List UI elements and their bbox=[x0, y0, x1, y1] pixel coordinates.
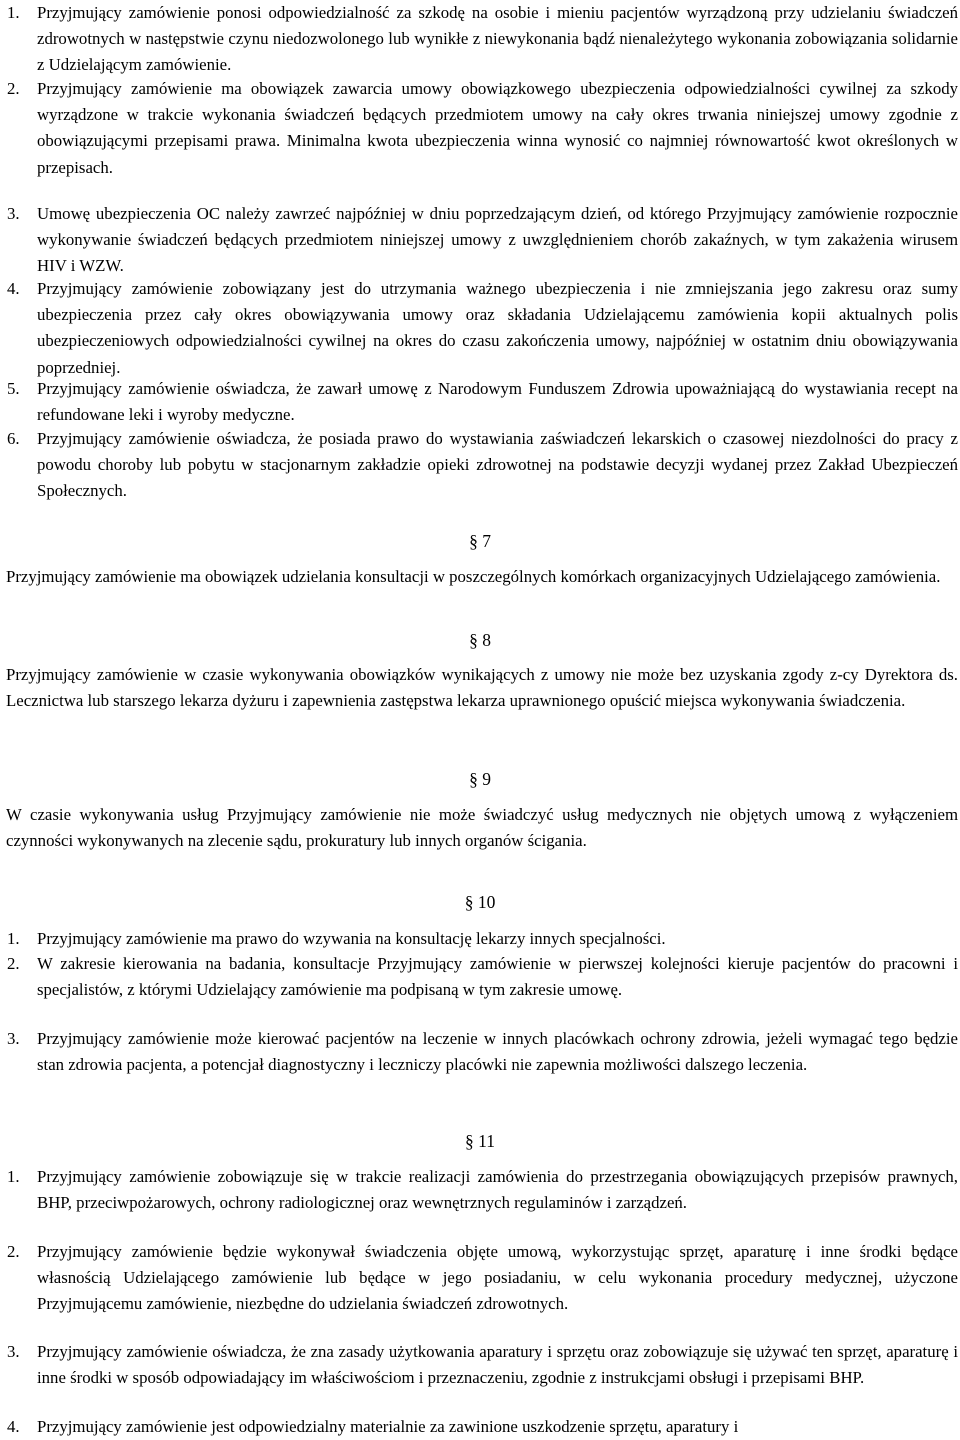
paragraph: Przyjmujący zamówienie w czasie wykonywania obowiązków wynikających z umowy nie może bez uzyskania zgody z-cy Dyrektora ds. Lecznictwa lub starszego lekarza dyżuru i zapewnienia zastępstwa lekarza uprawnionego opuścić miejsca wykonywania świadczenia. bbox=[6, 665, 958, 711]
list-item bbox=[0, 426, 958, 505]
item-number: 1. bbox=[7, 929, 20, 948]
list-item bbox=[0, 1414, 958, 1440]
section-heading: § 9 bbox=[469, 769, 491, 789]
item-number: 1. bbox=[7, 3, 20, 22]
item-text: Umowę ubezpieczenia OC należy zawrzeć najpóźniej w dniu poprzedzającym dzień, od którego Przyjmujący zamówienie rozpocznie wykonywanie świadczeń będących przedmiotem niniejszej umowy z uwzględnieniem chorób zakaźnych, w tym zakażenia wirusem HIV i WZW. bbox=[37, 204, 958, 276]
item-number: 2. bbox=[7, 1242, 20, 1261]
item-text: Przyjmujący zamówienie oświadcza, że posiada prawo do wystawiania zaświadczeń lekarskich o czasowej niezdolności do pracy z powodu choroby lub pobytu w stacjonarnym zakładzie opieki zdrowotnej na podstawie decyzji wydanej przez Zakład Ubezpieczeń Społecznych. bbox=[37, 429, 958, 501]
item-number: 5. bbox=[7, 379, 20, 398]
list-item bbox=[0, 1339, 958, 1391]
item-text: Przyjmujący zamówienie będzie wykonywał świadczenia objęte umową, wykorzystując sprzęt, aparaturę i inne środki będące własnością Udzielającego zamówienie lub będące w jego posiadaniu, w celu wykonania procedury medycznej, użyczone Przyjmującemu zamówienie, niezbędne do udzielania świadczeń zdrowotnych. bbox=[37, 1242, 958, 1314]
item-text: W zakresie kierowania na badania, konsultacje Przyjmujący zamówienie w pierwszej kolejności kieruje pacjentów do pracowni i specjalistów, z którymi Udzielający zamówienie ma podpisaną w tym zakresie umowę. bbox=[37, 954, 958, 1000]
list-item bbox=[0, 1164, 958, 1216]
item-number: 4. bbox=[7, 279, 20, 298]
paragraph: Przyjmujący zamówienie ma obowiązek udzielania konsultacji w poszczególnych komórkach organizacyjnych Udzielającego zamówienia. bbox=[6, 567, 941, 586]
section-heading: § 8 bbox=[469, 630, 491, 650]
item-number: 3. bbox=[7, 1342, 20, 1361]
list-item bbox=[0, 376, 958, 428]
section-heading: § 7 bbox=[469, 531, 491, 551]
item-number: 6. bbox=[7, 429, 20, 448]
item-text: Przyjmujący zamówienie oświadcza, że zawarł umowę z Narodowym Funduszem Zdrowia upoważniającą do wystawiania recept na refundowane leki i wyroby medyczne. bbox=[37, 379, 958, 425]
list-item bbox=[0, 1239, 958, 1318]
item-number: 2. bbox=[7, 954, 20, 973]
item-text: Przyjmujący zamówienie zobowiązany jest do utrzymania ważnego ubezpieczenia i nie zmniejszania jego zakresu oraz sumy ubezpieczenia przez cały okres obowiązywania umowy oraz składania Udzielającemu zamówienia kopii aktualnych polis ubezpieczeniowych odpowiedzialności cywilnej na okres do czasu zakończenia umowy, najpóźniej w ostatnim dniu obowiązywania poprzedniej. bbox=[37, 279, 958, 377]
item-text: Przyjmujący zamówienie ma prawo do wzywania na konsultację lekarzy innych specjalności. bbox=[37, 929, 666, 948]
section-heading: § 11 bbox=[465, 1131, 495, 1151]
item-number: 4. bbox=[7, 1417, 20, 1436]
list-item bbox=[0, 201, 958, 280]
list-item bbox=[0, 1026, 958, 1078]
item-text: Przyjmujący zamówienie jest odpowiedzialny materialnie za zawinione uszkodzenie sprzętu, aparatury i bbox=[37, 1417, 739, 1436]
list-item bbox=[0, 276, 958, 381]
list-item bbox=[0, 926, 958, 952]
item-number: 3. bbox=[7, 204, 20, 223]
paragraph: W czasie wykonywania usług Przyjmujący zamówienie nie może świadczyć usług medycznych nie objętych umową z wyłączeniem czynności wykonywanych na zlecenie sądu, prokuratury lub innych organów ścigania. bbox=[6, 805, 958, 851]
item-text: Przyjmujący zamówienie ma obowiązek zawarcia umowy obowiązkowego ubezpieczenia odpowiedzialności cywilnej za szkody wyrządzone w trakcie wykonania świadczeń będących przedmiotem umowy na cały okres trwania niniejszej umowy zgodnie z obowiązującymi przepisami prawa. Minimalna kwota ubezpieczenia winna wynosić co najmniej równowartość kwot określonych w przepisach. bbox=[37, 79, 958, 177]
item-text: Przyjmujący zamówienie może kierować pacjentów na leczenie w innych placówkach ochrony zdrowia, jeżeli wymagać tego będzie stan zdrowia pacjenta, a potencjał diagnostyczny i leczniczy placówki nie zapewnia możliwości dalszego leczenia. bbox=[37, 1029, 958, 1075]
item-number: 3. bbox=[7, 1029, 20, 1048]
item-text: Przyjmujący zamówienie zobowiązuje się w trakcie realizacji zamówienia do przestrzegania obowiązujących przepisów prawnych, BHP, przeciwpożarowych, ochrony radiologicznej oraz wewnętrznych regulaminów i zarządzeń. bbox=[37, 1167, 958, 1213]
item-text: Przyjmujący zamówienie oświadcza, że zna zasady użytkowania aparatury i sprzętu oraz zobowiązuje się używać ten sprzęt, aparaturę i inne środki w sposób odpowiadający im właściwościom i przeznaczeniu, zgodnie z instrukcjami obsługi i przepisami BHP. bbox=[37, 1342, 958, 1388]
item-number: 1. bbox=[7, 1167, 20, 1186]
list-item bbox=[0, 0, 958, 79]
section-heading: § 10 bbox=[464, 892, 496, 912]
list-item bbox=[0, 951, 958, 1003]
item-number: 2. bbox=[7, 79, 20, 98]
item-text: Przyjmujący zamówienie ponosi odpowiedzialność za szkodę na osobie i mieniu pacjentów wyrządzoną przy udzielaniu świadczeń zdrowotnych w następstwie czynu niedozwolonego lub wynikłe z niewykonania bądź nienależytego wykonania zobowiązania solidarnie z Udzielającym zamówienie. bbox=[37, 3, 958, 75]
list-item bbox=[0, 76, 958, 181]
